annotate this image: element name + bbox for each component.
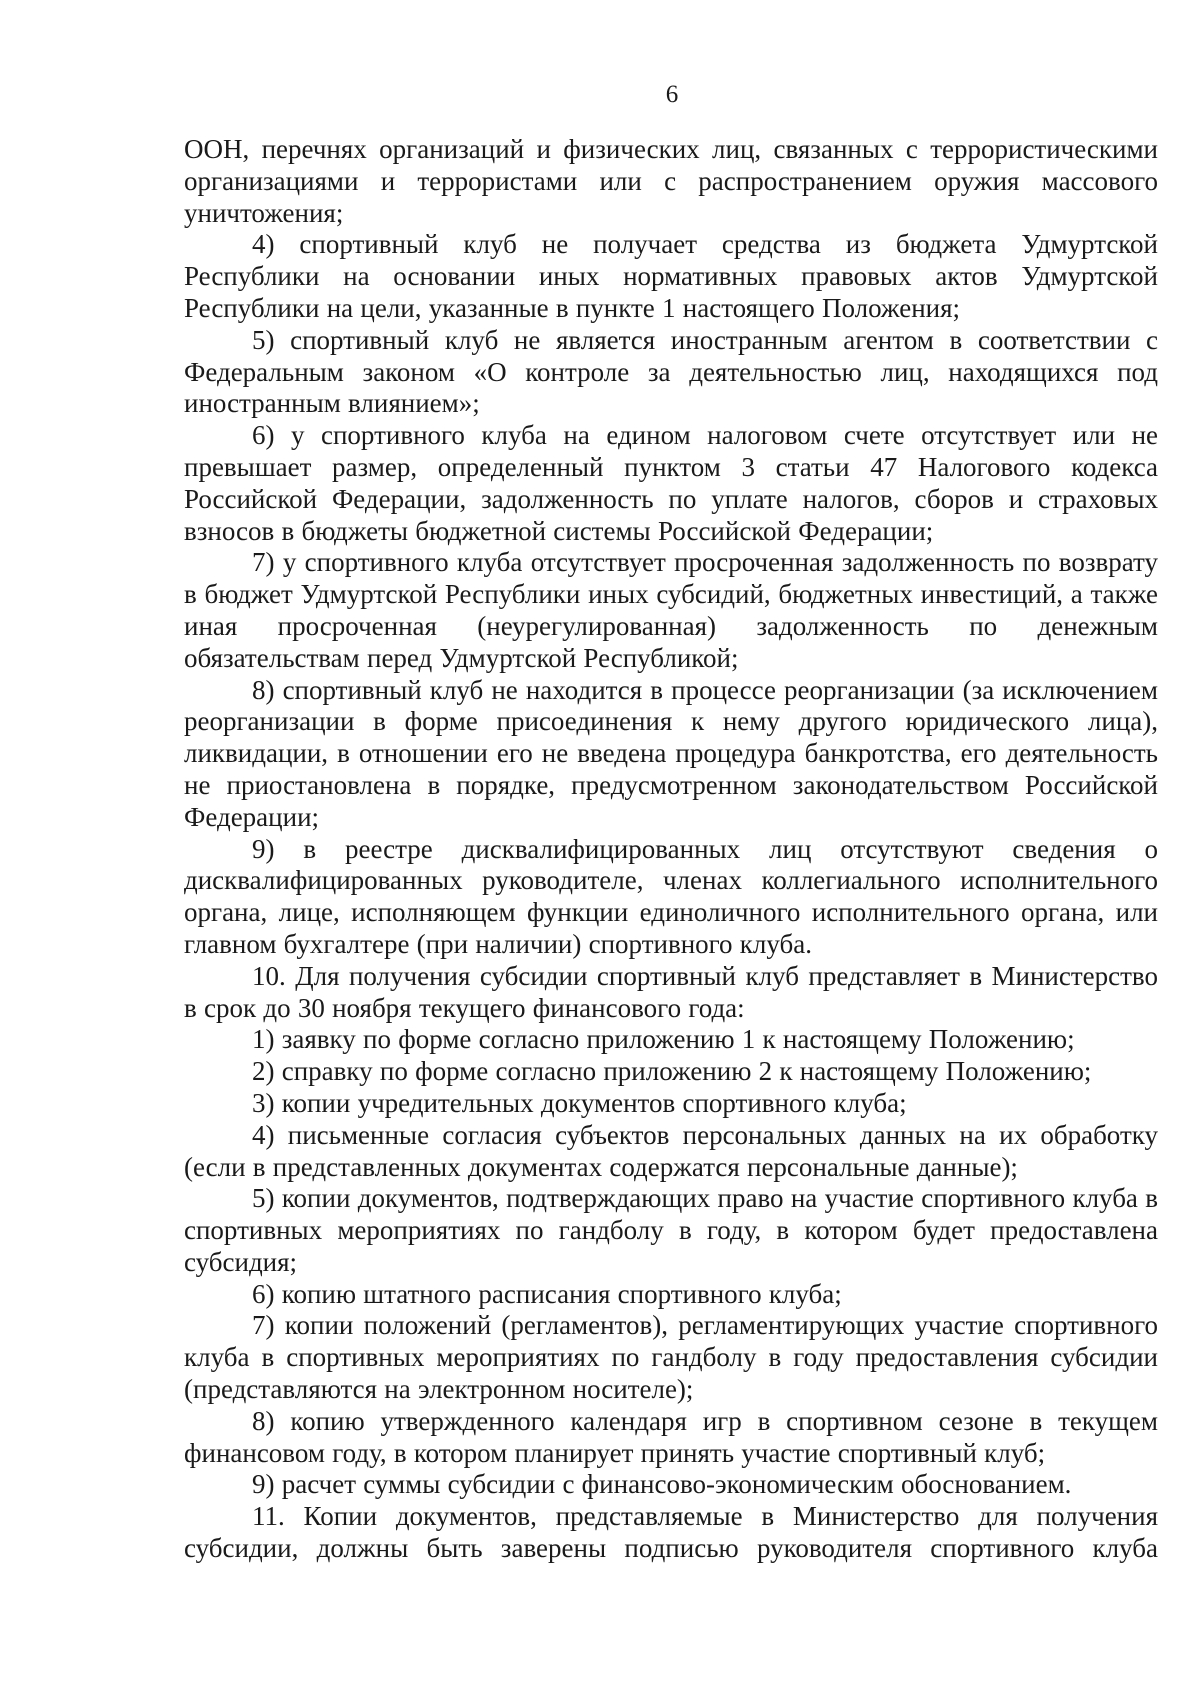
paragraph-item-6: 6) у спортивного клуба на едином налоговом счете отсутствует или не превышает размер, определенный пунктом 3 статьи 47 Налогового кодекса Российской Федерации, задолженность по уплате налогов, сборов и страховых взносов в бюджеты бюджетной системы Российской Федерации;: [184, 420, 1158, 546]
paragraph-item-7: 7) у спортивного клуба отсутствует просроченная задолженность по возврату в бюджет Удмуртской Республики иных субсидий, бюджетных инвестиций, а также иная просроченная (неурегулированная) задолженность по денежным обязательствам перед Удмуртской Республикой;: [184, 547, 1158, 673]
list-item-4: 4) письменные согласия субъектов персональных данных на их обработку (если в представленных документах содержатся персональные данные);: [184, 1119, 1158, 1182]
list-item-2: 2) справку по форме согласно приложению 2 к настоящему Положению;: [252, 1056, 1092, 1087]
list-item-9: 9) расчет суммы субсидии с финансово-экономическим обоснованием.: [252, 1469, 1072, 1500]
paragraph-item-4: 4) спортивный клуб не получает средства из бюджета Удмуртской Республики на основании иных нормативных правовых актов Удмуртской Республики на цели, указанные в пункте 1 настоящего Положения;: [184, 229, 1158, 323]
list-item-7: 7) копии положений (регламентов), регламентирующих участие спортивного клуба в спортивных мероприятиях по гандболу в году предоставления субсидии (представляются на электронном носителе);: [184, 1310, 1158, 1405]
page-number: 6: [665, 81, 679, 108]
body-text: [184, 134, 1158, 1565]
list-item-5: 5) копии документов, подтверждающих право на участие спортивного клуба в спортивных мероприятиях по гандболу в году, в котором будет предоставлена субсидия;: [184, 1183, 1158, 1277]
paragraph-item-5: 5) спортивный клуб не является иностранным агентом в соответствии с Федеральным законом «О контроле за деятельностью лиц, находящихся под иностранным влиянием»;: [184, 324, 1158, 419]
paragraph-continuation: ООН, перечнях организаций и физических лиц, связанных с террористическими организациями и террористами или с распространением оружия массового уничтожения;: [184, 134, 1158, 228]
paragraph-item-9: 9) в реестре дисквалифицированных лиц отсутствуют сведения о дисквалифицированных руководителе, членах коллегиального исполнительного органа, лице, исполняющем функции единоличного исполнительного органа, или главном бухгалтере (при наличии) спортивного клуба.: [184, 833, 1158, 959]
list-item-1: 1) заявку по форме согласно приложению 1 к настоящему Положению;: [252, 1024, 1075, 1055]
paragraph-clause-10: 10. Для получения субсидии спортивный клуб представляет в Министерство в срок до 30 ноября текущего финансового года:: [184, 960, 1158, 1023]
list-item-6: 6) копию штатного расписания спортивного клуба;: [252, 1278, 842, 1309]
list-item-8: 8) копию утвержденного календаря игр в спортивном сезоне в текущем финансовом году, в котором планирует принять участие спортивный клуб;: [184, 1405, 1158, 1468]
paragraph-item-8: 8) спортивный клуб не находится в процессе реорганизации (за исключением реорганизации в форме присоединения к нему другого юридического лица), ликвидации, в отношении его не введена процедура банкротства, его деятельность не приостановлена в порядке, предусмотренном законодательством Российской Федерации;: [184, 674, 1158, 832]
list-item-3: 3) копии учредительных документов спортивного клуба;: [252, 1087, 907, 1118]
paragraph-clause-11: 11. Копии документов, представляемые в Министерство для получения субсидии, должны быть заверены подписью руководителя спортивного клуба: [184, 1501, 1158, 1564]
